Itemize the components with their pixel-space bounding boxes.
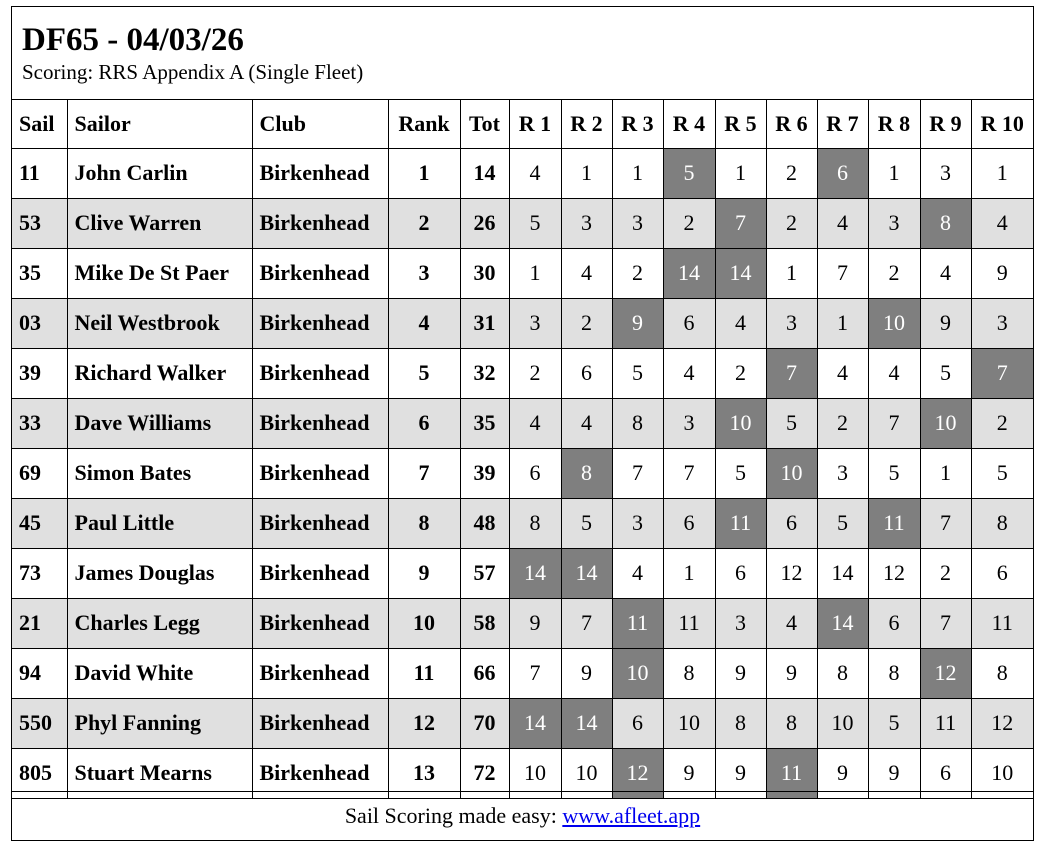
club-cell: Birkenhead: [252, 348, 388, 398]
race-score-cell: 12: [766, 548, 817, 598]
club-cell: Birkenhead: [252, 498, 388, 548]
race-score-cell: 6: [715, 548, 766, 598]
sailor-name-cell: Stuart Mearns: [67, 748, 252, 798]
table-row: [12, 498, 1033, 548]
page-title: DF65 - 04/03/26: [22, 22, 244, 58]
total-cell: 30: [460, 248, 509, 298]
afleet-link[interactable]: www.afleet.app: [562, 803, 701, 828]
race-score-cell: 14: [817, 548, 868, 598]
club-cell: Birkenhead: [252, 698, 388, 748]
results-sheet: [11, 6, 1034, 841]
race-score-cell: 4: [561, 398, 612, 448]
race-score-cell: 8: [868, 648, 920, 698]
sail-number-cell: 53: [12, 198, 67, 248]
race-score-cell: 7: [920, 498, 971, 548]
race-score-cell: 11: [663, 598, 715, 648]
race-score-cell: 3: [817, 448, 868, 498]
race-score-cell: 12: [868, 548, 920, 598]
race-score-cell: 1: [817, 298, 868, 348]
club-cell: Birkenhead: [252, 398, 388, 448]
column-header-race: R 9: [920, 100, 971, 148]
results-header: [12, 7, 1033, 100]
race-score-cell: 5: [920, 348, 971, 398]
discarded-race-score-cell: 7: [766, 348, 817, 398]
race-score-cell: 10: [817, 698, 868, 748]
column-header-race: R 2: [561, 100, 612, 148]
sailor-name-cell: Neil Westbrook: [67, 298, 252, 348]
discarded-race-score-cell: 9: [612, 298, 663, 348]
race-score-cell: 4: [663, 348, 715, 398]
race-score-cell: 10: [971, 748, 1033, 798]
race-score-cell: 12: [971, 698, 1033, 748]
rank-cell: 8: [388, 498, 460, 548]
race-score-cell: 2: [561, 298, 612, 348]
club-cell: Birkenhead: [252, 448, 388, 498]
discarded-race-score-cell: 14: [509, 698, 561, 748]
total-cell: 66: [460, 648, 509, 698]
race-score-cell: 1: [971, 148, 1033, 198]
footer-text: Sail Scoring made easy:: [344, 803, 557, 828]
club-cell: Birkenhead: [252, 248, 388, 298]
sailor-name-cell: David White: [67, 648, 252, 698]
race-score-cell: 3: [971, 298, 1033, 348]
race-score-cell: 9: [715, 748, 766, 798]
discarded-race-score-cell: 10: [920, 398, 971, 448]
column-header-rank: Rank: [388, 100, 460, 148]
race-score-cell: 2: [817, 398, 868, 448]
sail-number-cell: 11: [12, 148, 67, 198]
race-score-cell: 5: [561, 498, 612, 548]
race-score-cell: 5: [509, 198, 561, 248]
race-score-cell: 11: [971, 598, 1033, 648]
race-score-cell: 7: [868, 398, 920, 448]
race-score-cell: 2: [663, 198, 715, 248]
club-cell: Birkenhead: [252, 648, 388, 698]
club-cell: Birkenhead: [252, 298, 388, 348]
race-score-cell: 3: [612, 198, 663, 248]
race-score-cell: 3: [920, 148, 971, 198]
race-score-cell: 5: [817, 498, 868, 548]
sail-number-cell: 35: [12, 248, 67, 298]
race-score-cell: 6: [561, 348, 612, 398]
column-header-race: R 7: [817, 100, 868, 148]
race-score-cell: 3: [612, 498, 663, 548]
race-score-cell: 1: [612, 148, 663, 198]
race-score-cell: 11: [920, 698, 971, 748]
race-score-cell: 9: [509, 598, 561, 648]
results-body: [12, 148, 1033, 798]
sailor-name-cell: John Carlin: [67, 148, 252, 198]
results-table: [12, 100, 1033, 799]
race-score-cell: 6: [612, 698, 663, 748]
race-score-cell: 10: [561, 748, 612, 798]
race-score-cell: 9: [561, 648, 612, 698]
discarded-race-score-cell: 5: [663, 148, 715, 198]
total-cell: 32: [460, 348, 509, 398]
column-header-race: R 6: [766, 100, 817, 148]
column-header-sail: Sail: [12, 100, 67, 148]
race-score-cell: 4: [766, 598, 817, 648]
rank-cell: 1: [388, 148, 460, 198]
race-score-cell: 3: [663, 398, 715, 448]
race-score-cell: 8: [715, 698, 766, 748]
race-score-cell: 2: [971, 398, 1033, 448]
race-score-cell: 6: [663, 298, 715, 348]
sail-number-cell: 94: [12, 648, 67, 698]
race-score-cell: 1: [561, 148, 612, 198]
race-score-cell: 3: [715, 598, 766, 648]
rank-cell: 9: [388, 548, 460, 598]
race-score-cell: 5: [868, 698, 920, 748]
discarded-race-score-cell: 14: [663, 248, 715, 298]
discarded-race-score-cell: 10: [612, 648, 663, 698]
column-header-club: Club: [252, 100, 388, 148]
sailor-name-cell: Mike De St Paer: [67, 248, 252, 298]
club-cell: Birkenhead: [252, 148, 388, 198]
discarded-race-score-cell: 10: [868, 298, 920, 348]
discarded-race-score-cell: 10: [715, 398, 766, 448]
total-cell: 26: [460, 198, 509, 248]
race-score-cell: 2: [715, 348, 766, 398]
race-score-cell: 8: [766, 698, 817, 748]
table-row: [12, 698, 1033, 748]
race-score-cell: 9: [868, 748, 920, 798]
race-score-cell: 3: [561, 198, 612, 248]
discarded-race-score-cell: 14: [561, 548, 612, 598]
race-score-cell: 2: [766, 148, 817, 198]
race-score-cell: 9: [766, 648, 817, 698]
club-cell: Birkenhead: [252, 598, 388, 648]
race-score-cell: 6: [971, 548, 1033, 598]
race-score-cell: 7: [920, 598, 971, 648]
rank-cell: 10: [388, 598, 460, 648]
sail-number-cell: 45: [12, 498, 67, 548]
race-score-cell: 1: [663, 548, 715, 598]
race-score-cell: 7: [663, 448, 715, 498]
rank-cell: 5: [388, 348, 460, 398]
discarded-race-score-cell: 12: [920, 648, 971, 698]
column-header-race: R 1: [509, 100, 561, 148]
table-row: [12, 198, 1033, 248]
race-score-cell: 8: [817, 648, 868, 698]
sail-number-cell: 69: [12, 448, 67, 498]
race-score-cell: 8: [971, 648, 1033, 698]
total-cell: 14: [460, 148, 509, 198]
race-score-cell: 5: [715, 448, 766, 498]
sailor-name-cell: Richard Walker: [67, 348, 252, 398]
total-cell: 31: [460, 298, 509, 348]
race-score-cell: 9: [920, 298, 971, 348]
race-score-cell: 4: [920, 248, 971, 298]
rank-cell: 13: [388, 748, 460, 798]
discarded-race-score-cell: 11: [715, 498, 766, 548]
race-score-cell: 1: [509, 248, 561, 298]
sailor-name-cell: James Douglas: [67, 548, 252, 598]
race-score-cell: 9: [715, 648, 766, 698]
table-row: [12, 648, 1033, 698]
column-header-race: R 3: [612, 100, 663, 148]
total-cell: 70: [460, 698, 509, 748]
rank-cell: 11: [388, 648, 460, 698]
race-score-cell: 4: [509, 148, 561, 198]
race-score-cell: 10: [663, 698, 715, 748]
race-score-cell: 2: [766, 198, 817, 248]
race-score-cell: 1: [715, 148, 766, 198]
race-score-cell: 9: [817, 748, 868, 798]
race-score-cell: 2: [509, 348, 561, 398]
race-score-cell: 8: [971, 498, 1033, 548]
column-header-sailor: Sailor: [67, 100, 252, 148]
table-row: [12, 548, 1033, 598]
sailor-name-cell: Paul Little: [67, 498, 252, 548]
sail-number-cell: 03: [12, 298, 67, 348]
discarded-race-score-cell: 11: [766, 748, 817, 798]
race-score-cell: 4: [509, 398, 561, 448]
footer: [12, 791, 1033, 840]
race-score-cell: 4: [612, 548, 663, 598]
column-header-race: R 10: [971, 100, 1033, 148]
race-score-cell: 4: [561, 248, 612, 298]
column-header-race: R 5: [715, 100, 766, 148]
table-row: [12, 298, 1033, 348]
club-cell: Birkenhead: [252, 548, 388, 598]
race-score-cell: 9: [971, 248, 1033, 298]
race-score-cell: 7: [561, 598, 612, 648]
sailor-name-cell: Phyl Fanning: [67, 698, 252, 748]
race-score-cell: 4: [817, 348, 868, 398]
race-score-cell: 1: [920, 448, 971, 498]
race-score-cell: 2: [868, 248, 920, 298]
race-score-cell: 8: [509, 498, 561, 548]
club-cell: Birkenhead: [252, 748, 388, 798]
race-score-cell: 4: [715, 298, 766, 348]
race-score-cell: 8: [612, 398, 663, 448]
discarded-race-score-cell: 14: [561, 698, 612, 748]
race-score-cell: 7: [612, 448, 663, 498]
rank-cell: 2: [388, 198, 460, 248]
race-score-cell: 2: [612, 248, 663, 298]
sail-number-cell: 33: [12, 398, 67, 448]
discarded-race-score-cell: 11: [612, 598, 663, 648]
discarded-race-score-cell: 8: [920, 198, 971, 248]
table-row: [12, 598, 1033, 648]
total-cell: 72: [460, 748, 509, 798]
race-score-cell: 9: [663, 748, 715, 798]
rank-cell: 4: [388, 298, 460, 348]
discarded-race-score-cell: 10: [766, 448, 817, 498]
sailor-name-cell: Simon Bates: [67, 448, 252, 498]
race-score-cell: 4: [971, 198, 1033, 248]
race-score-cell: 1: [868, 148, 920, 198]
sail-number-cell: 550: [12, 698, 67, 748]
table-row: [12, 398, 1033, 448]
table-row: [12, 248, 1033, 298]
race-score-cell: 6: [509, 448, 561, 498]
race-score-cell: 8: [663, 648, 715, 698]
race-score-cell: 5: [612, 348, 663, 398]
rank-cell: 6: [388, 398, 460, 448]
sail-number-cell: 21: [12, 598, 67, 648]
rank-cell: 7: [388, 448, 460, 498]
column-header-race: R 8: [868, 100, 920, 148]
table-header-row: [12, 100, 1033, 148]
discarded-race-score-cell: 6: [817, 148, 868, 198]
total-cell: 48: [460, 498, 509, 548]
discarded-race-score-cell: 14: [509, 548, 561, 598]
total-cell: 39: [460, 448, 509, 498]
discarded-race-score-cell: 8: [561, 448, 612, 498]
club-cell: Birkenhead: [252, 198, 388, 248]
column-header-total: Tot: [460, 100, 509, 148]
table-row: [12, 348, 1033, 398]
sail-number-cell: 39: [12, 348, 67, 398]
race-score-cell: 6: [766, 498, 817, 548]
sailor-name-cell: Charles Legg: [67, 598, 252, 648]
race-score-cell: 7: [817, 248, 868, 298]
race-score-cell: 1: [766, 248, 817, 298]
race-score-cell: 5: [868, 448, 920, 498]
race-score-cell: 6: [920, 748, 971, 798]
table-row: [12, 148, 1033, 198]
race-score-cell: 6: [868, 598, 920, 648]
sail-number-cell: 805: [12, 748, 67, 798]
race-score-cell: 3: [766, 298, 817, 348]
sailor-name-cell: Clive Warren: [67, 198, 252, 248]
race-score-cell: 10: [509, 748, 561, 798]
total-cell: 58: [460, 598, 509, 648]
rank-cell: 3: [388, 248, 460, 298]
rank-cell: 12: [388, 698, 460, 748]
column-header-race: R 4: [663, 100, 715, 148]
discarded-race-score-cell: 14: [817, 598, 868, 648]
race-score-cell: 4: [817, 198, 868, 248]
sailor-name-cell: Dave Williams: [67, 398, 252, 448]
table-row: [12, 448, 1033, 498]
race-score-cell: 5: [971, 448, 1033, 498]
sail-number-cell: 73: [12, 548, 67, 598]
race-score-cell: 5: [766, 398, 817, 448]
discarded-race-score-cell: 14: [715, 248, 766, 298]
race-score-cell: 6: [663, 498, 715, 548]
race-score-cell: 3: [509, 298, 561, 348]
race-score-cell: 2: [920, 548, 971, 598]
race-score-cell: 4: [868, 348, 920, 398]
race-score-cell: 7: [509, 648, 561, 698]
discarded-race-score-cell: 11: [868, 498, 920, 548]
discarded-race-score-cell: 7: [715, 198, 766, 248]
total-cell: 57: [460, 548, 509, 598]
scoring-subtitle: Scoring: RRS Appendix A (Single Fleet): [22, 60, 364, 84]
discarded-race-score-cell: 12: [612, 748, 663, 798]
race-score-cell: 3: [868, 198, 920, 248]
total-cell: 35: [460, 398, 509, 448]
discarded-race-score-cell: 7: [971, 348, 1033, 398]
